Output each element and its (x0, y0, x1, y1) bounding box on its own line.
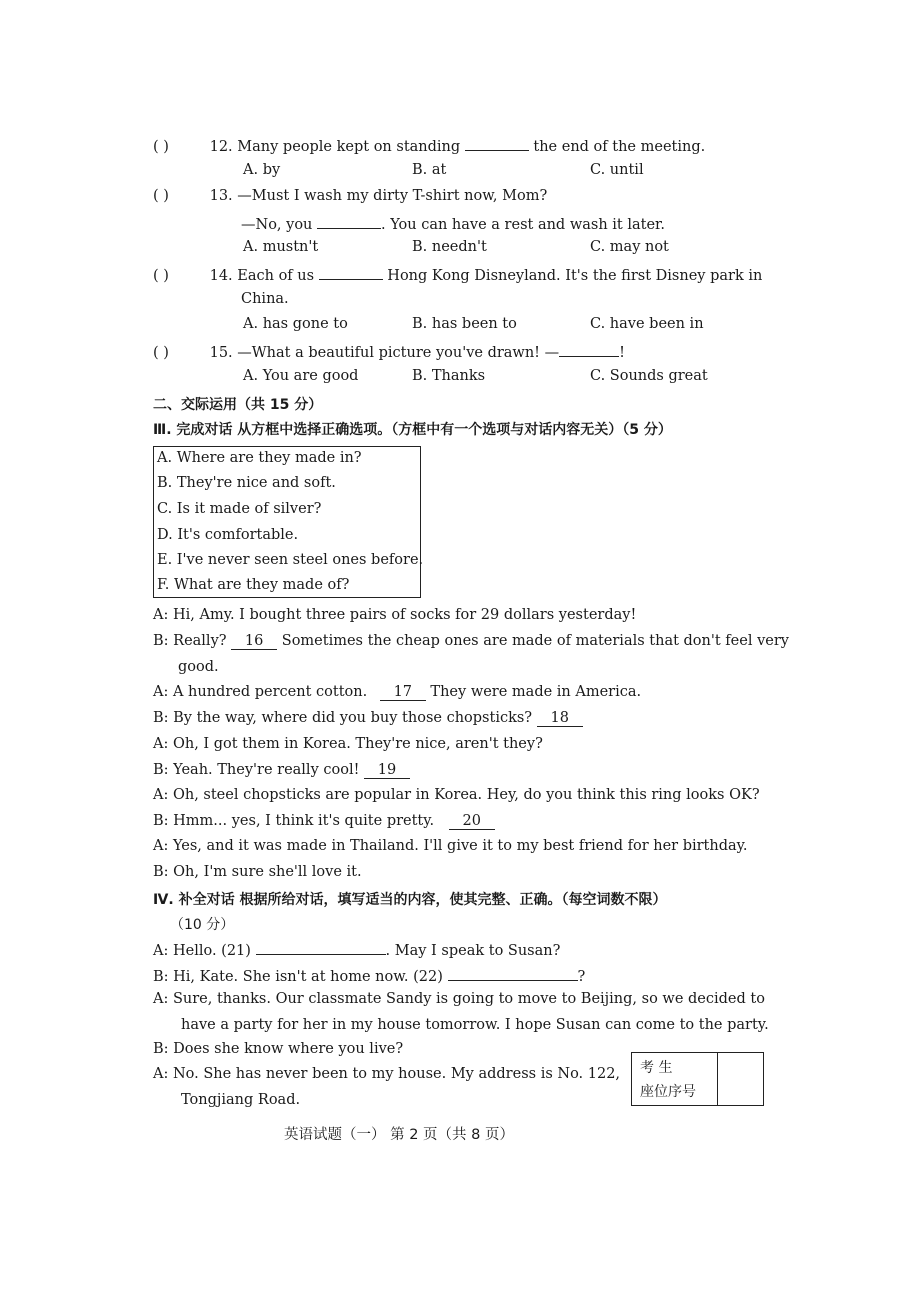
answer-blank (317, 214, 381, 229)
line-text: A: A hundred percent cotton. (153, 684, 368, 700)
question-15 (153, 342, 625, 361)
line-text: ? (577, 969, 586, 985)
box-option-a[interactable]: A. Where are they made in? (157, 450, 362, 466)
dialogue-line: have a party for her in my house tomorrow. I hope Susan can come to the party. (181, 1017, 769, 1033)
answer-blank-16[interactable]: 16 (231, 633, 277, 650)
question-14 (153, 265, 762, 284)
box-option-c[interactable]: C. Is it made of silver? (157, 501, 322, 517)
question-12 (153, 136, 705, 155)
answer-blank-17[interactable]: 17 (380, 684, 426, 701)
question-13-line2 (241, 214, 665, 233)
part-4-score: （10 分） (170, 917, 235, 933)
box-option-f[interactable]: F. What are they made of? (157, 577, 350, 593)
box-option-b[interactable]: B. They're nice and soft. (157, 475, 336, 491)
question-number: 14. (209, 268, 233, 284)
seat-number-box (631, 1052, 764, 1106)
q12-option-b[interactable]: B. at (412, 162, 447, 178)
part-4-heading: Ⅳ. 补全对话 根据所给对话，填写适当的内容，使其完整、正确。（每空词数不限） (153, 892, 667, 908)
dialogue-line: A: Hi, Amy. I bought three pairs of socks for 29 dollars yesterday! (153, 607, 637, 623)
dialogue-line (153, 684, 641, 701)
answer-blank-21[interactable] (256, 940, 386, 955)
answer-blank-22[interactable] (448, 966, 578, 981)
box-option-d[interactable]: D. It's comfortable. (157, 527, 299, 543)
line-text: B: Yeah. They're really cool! (153, 762, 360, 778)
line-text: Sometimes the cheap ones are made of materials that don't feel very (281, 633, 789, 649)
q13-option-b[interactable]: B. needn't (412, 239, 487, 255)
dialogue-line: A: No. She has never been to my house. My address is No. 122, (153, 1066, 621, 1082)
answer-blank-19[interactable]: 19 (364, 762, 410, 779)
q14-option-b[interactable]: B. has been to (412, 316, 517, 332)
q15-option-b[interactable]: B. Thanks (412, 368, 486, 384)
line-text: B: Hmm... yes, I think it's quite pretty. (153, 813, 435, 829)
question-stem: Each of us (237, 268, 315, 284)
q15-option-c[interactable]: C. Sounds great (590, 368, 708, 384)
dialogue-line: A: Yes, and it was made in Thailand. I'll give it to my best friend for her birthday. (153, 838, 748, 854)
answer-blank-20[interactable]: 20 (449, 813, 495, 830)
answer-blank-18[interactable]: 18 (537, 710, 583, 727)
dialogue-line: Tongjiang Road. (181, 1092, 301, 1108)
page-footer: 英语试题（一） 第 2 页（共 8 页） (284, 1127, 514, 1143)
seat-label-line1: 考 生 (640, 1060, 673, 1076)
section-2-heading: 二、交际运用（共 15 分） (153, 397, 323, 413)
line-text: B: Hi, Kate. She isn't at home now. (22) (153, 969, 443, 985)
answer-bracket[interactable]: ( ) (153, 268, 169, 284)
stem-text: —No, you (241, 217, 313, 233)
line-text: B: By the way, where did you buy those chopsticks? (153, 710, 533, 726)
question-stem: —Must I wash my dirty T-shirt now, Mom? (237, 188, 548, 204)
line-text: B: Really? (153, 633, 227, 649)
dialogue-line: B: Oh, I'm sure she'll love it. (153, 864, 362, 880)
q15-option-a[interactable]: A. You are good (243, 368, 359, 384)
line-text: . May I speak to Susan? (385, 943, 561, 959)
seat-number-input[interactable] (719, 1053, 763, 1105)
answer-bracket[interactable]: ( ) (153, 188, 169, 204)
dialogue-line (153, 762, 410, 779)
q14-option-a[interactable]: A. has gone to (243, 316, 348, 332)
q12-option-a[interactable]: A. by (243, 162, 281, 178)
dialogue-line (153, 813, 495, 830)
q13-option-c[interactable]: C. may not (590, 239, 669, 255)
dialogue-line: B: Does she know where you live? (153, 1041, 404, 1057)
dialogue-line: A: Oh, I got them in Korea. They're nice, aren't they? (153, 736, 543, 752)
line-text: They were made in America. (430, 684, 642, 700)
part-3-heading: Ⅲ. 完成对话 从方框中选择正确选项。（方框中有一个选项与对话内容无关）（5 分） (153, 422, 672, 438)
answer-blank (465, 136, 529, 151)
question-number: 12. (209, 139, 233, 155)
dialogue-line (153, 940, 560, 959)
dialogue-line: good. (178, 659, 219, 675)
options-box (153, 446, 424, 598)
question-14-line2: China. (241, 291, 289, 307)
answer-blank (559, 342, 619, 357)
dialogue-line (153, 710, 583, 727)
question-13 (153, 188, 547, 204)
dialogue-line (153, 966, 585, 985)
dialogue-line: A: Sure, thanks. Our classmate Sandy is going to move to Beijing, so we decided to (153, 991, 765, 1007)
answer-blank (319, 265, 383, 280)
question-stem: —What a beautiful picture you've drawn! — (237, 345, 560, 361)
q14-option-c[interactable]: C. have been in (590, 316, 704, 332)
question-number: 15. (209, 345, 233, 361)
dialogue-line: A: Oh, steel chopsticks are popular in Korea. Hey, do you think this ring looks OK? (153, 787, 760, 803)
dialogue-line (153, 633, 789, 650)
seat-label-cell (632, 1053, 718, 1105)
seat-label-line2: 座位序号 (640, 1084, 696, 1100)
box-option-e[interactable]: E. I've never seen steel ones before. (157, 552, 424, 568)
answer-bracket[interactable]: ( ) (153, 345, 169, 361)
question-stem-end: Hong Kong Disneyland. It's the first Disney park in (387, 268, 763, 284)
stem-text: . You can have a rest and wash it later. (381, 217, 665, 233)
q12-option-c[interactable]: C. until (590, 162, 644, 178)
q13-option-a[interactable]: A. mustn't (243, 239, 319, 255)
question-stem: Many people kept on standing (237, 139, 461, 155)
question-number: 13. (209, 188, 233, 204)
question-stem-end: the end of the meeting. (533, 139, 706, 155)
line-text: A: Hello. (21) (153, 943, 251, 959)
answer-bracket[interactable]: ( ) (153, 139, 169, 155)
question-stem-end: ! (619, 345, 625, 361)
